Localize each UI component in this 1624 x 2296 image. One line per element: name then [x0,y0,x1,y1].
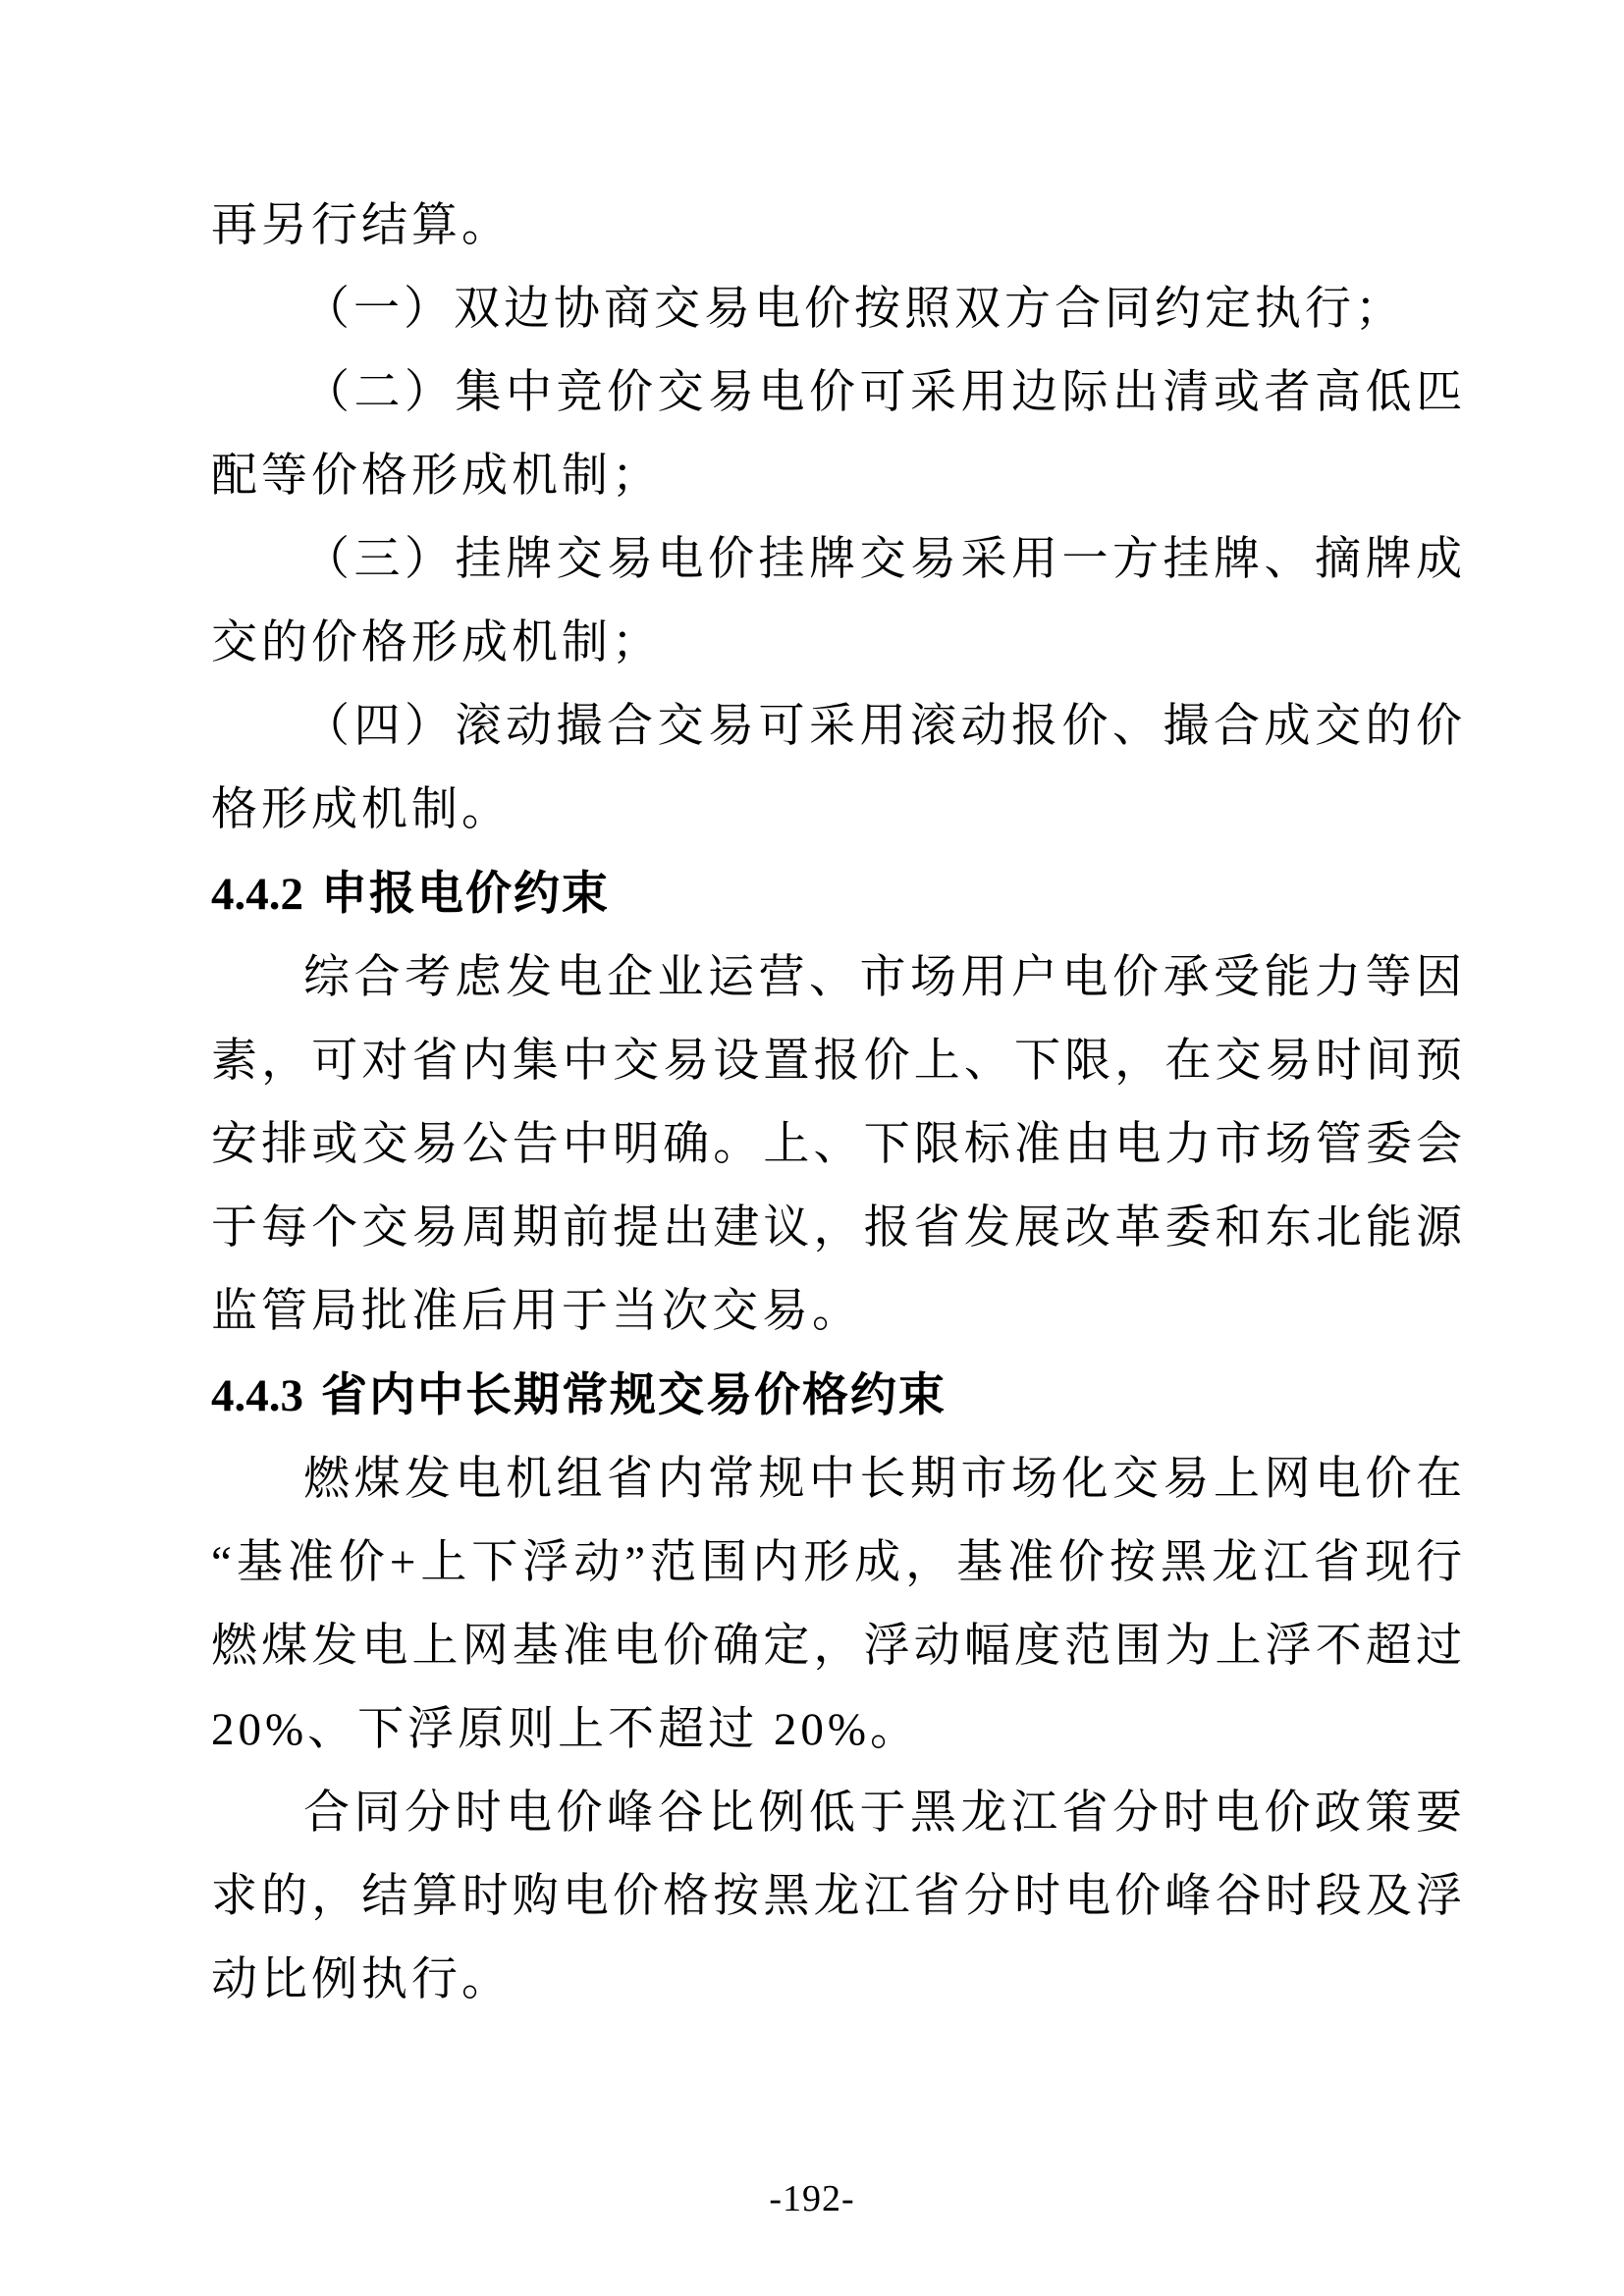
paragraph-item-3: （三）挂牌交易电价挂牌交易采用一方挂牌、摘牌成交的价格形成机制； [211,534,1466,668]
section-heading-4-4-2 [211,852,1466,936]
document-body [211,185,1466,2022]
page-number: -192- [769,2178,855,2219]
paragraph-time-of-use-price: 合同分时电价峰谷比例低于黑龙江省分时电价政策要求的，结算时购电价格按黑龙江省分时电价峰谷时段及浮动比例执行。 [211,1788,1466,2005]
paragraph-item-1: （一）双边协商交易电价按照双方合同约定执行； [303,284,1405,335]
paragraph-item-4: （四）滚动撮合交易可采用滚动报价、撮合成交的价格形成机制。 [211,701,1466,835]
section-number: 4.4.3 [211,1370,303,1421]
section-heading-4-4-3 [211,1354,1466,1438]
paragraph-continuation: 再另行结算。 [211,200,512,251]
section-title: 省内中长期常规交易价格约束 [321,1370,947,1421]
paragraph-item-2: （二）集中竞价交易电价可采用边际出清或者高低匹配等价格形成机制； [211,367,1466,502]
section-number: 4.4.2 [211,869,303,920]
page-footer [0,2177,1624,2220]
paragraph-declared-price-constraint: 综合考虑发电企业运营、市场用户电价承受能力等因素，可对省内集中交易设置报价上、下限，在交易时间预安排或交易公告中明确。上、下限标准由电力市场管委会于每个交易周期前提出建议，报省发展改革委和东北能源监管局批准后用于当次交易。 [211,952,1466,1337]
section-title: 申报电价约束 [321,869,610,920]
paragraph-price-range-constraint: 燃煤发电机组省内常规中长期市场化交易上网电价在“基准价+上下浮动”范围内形成，基准价按黑龙江省现行燃煤发电上网基准电价确定，浮动幅度范围为上浮不超过 20%、下浮原则上不超过 20%。 [211,1454,1466,1755]
